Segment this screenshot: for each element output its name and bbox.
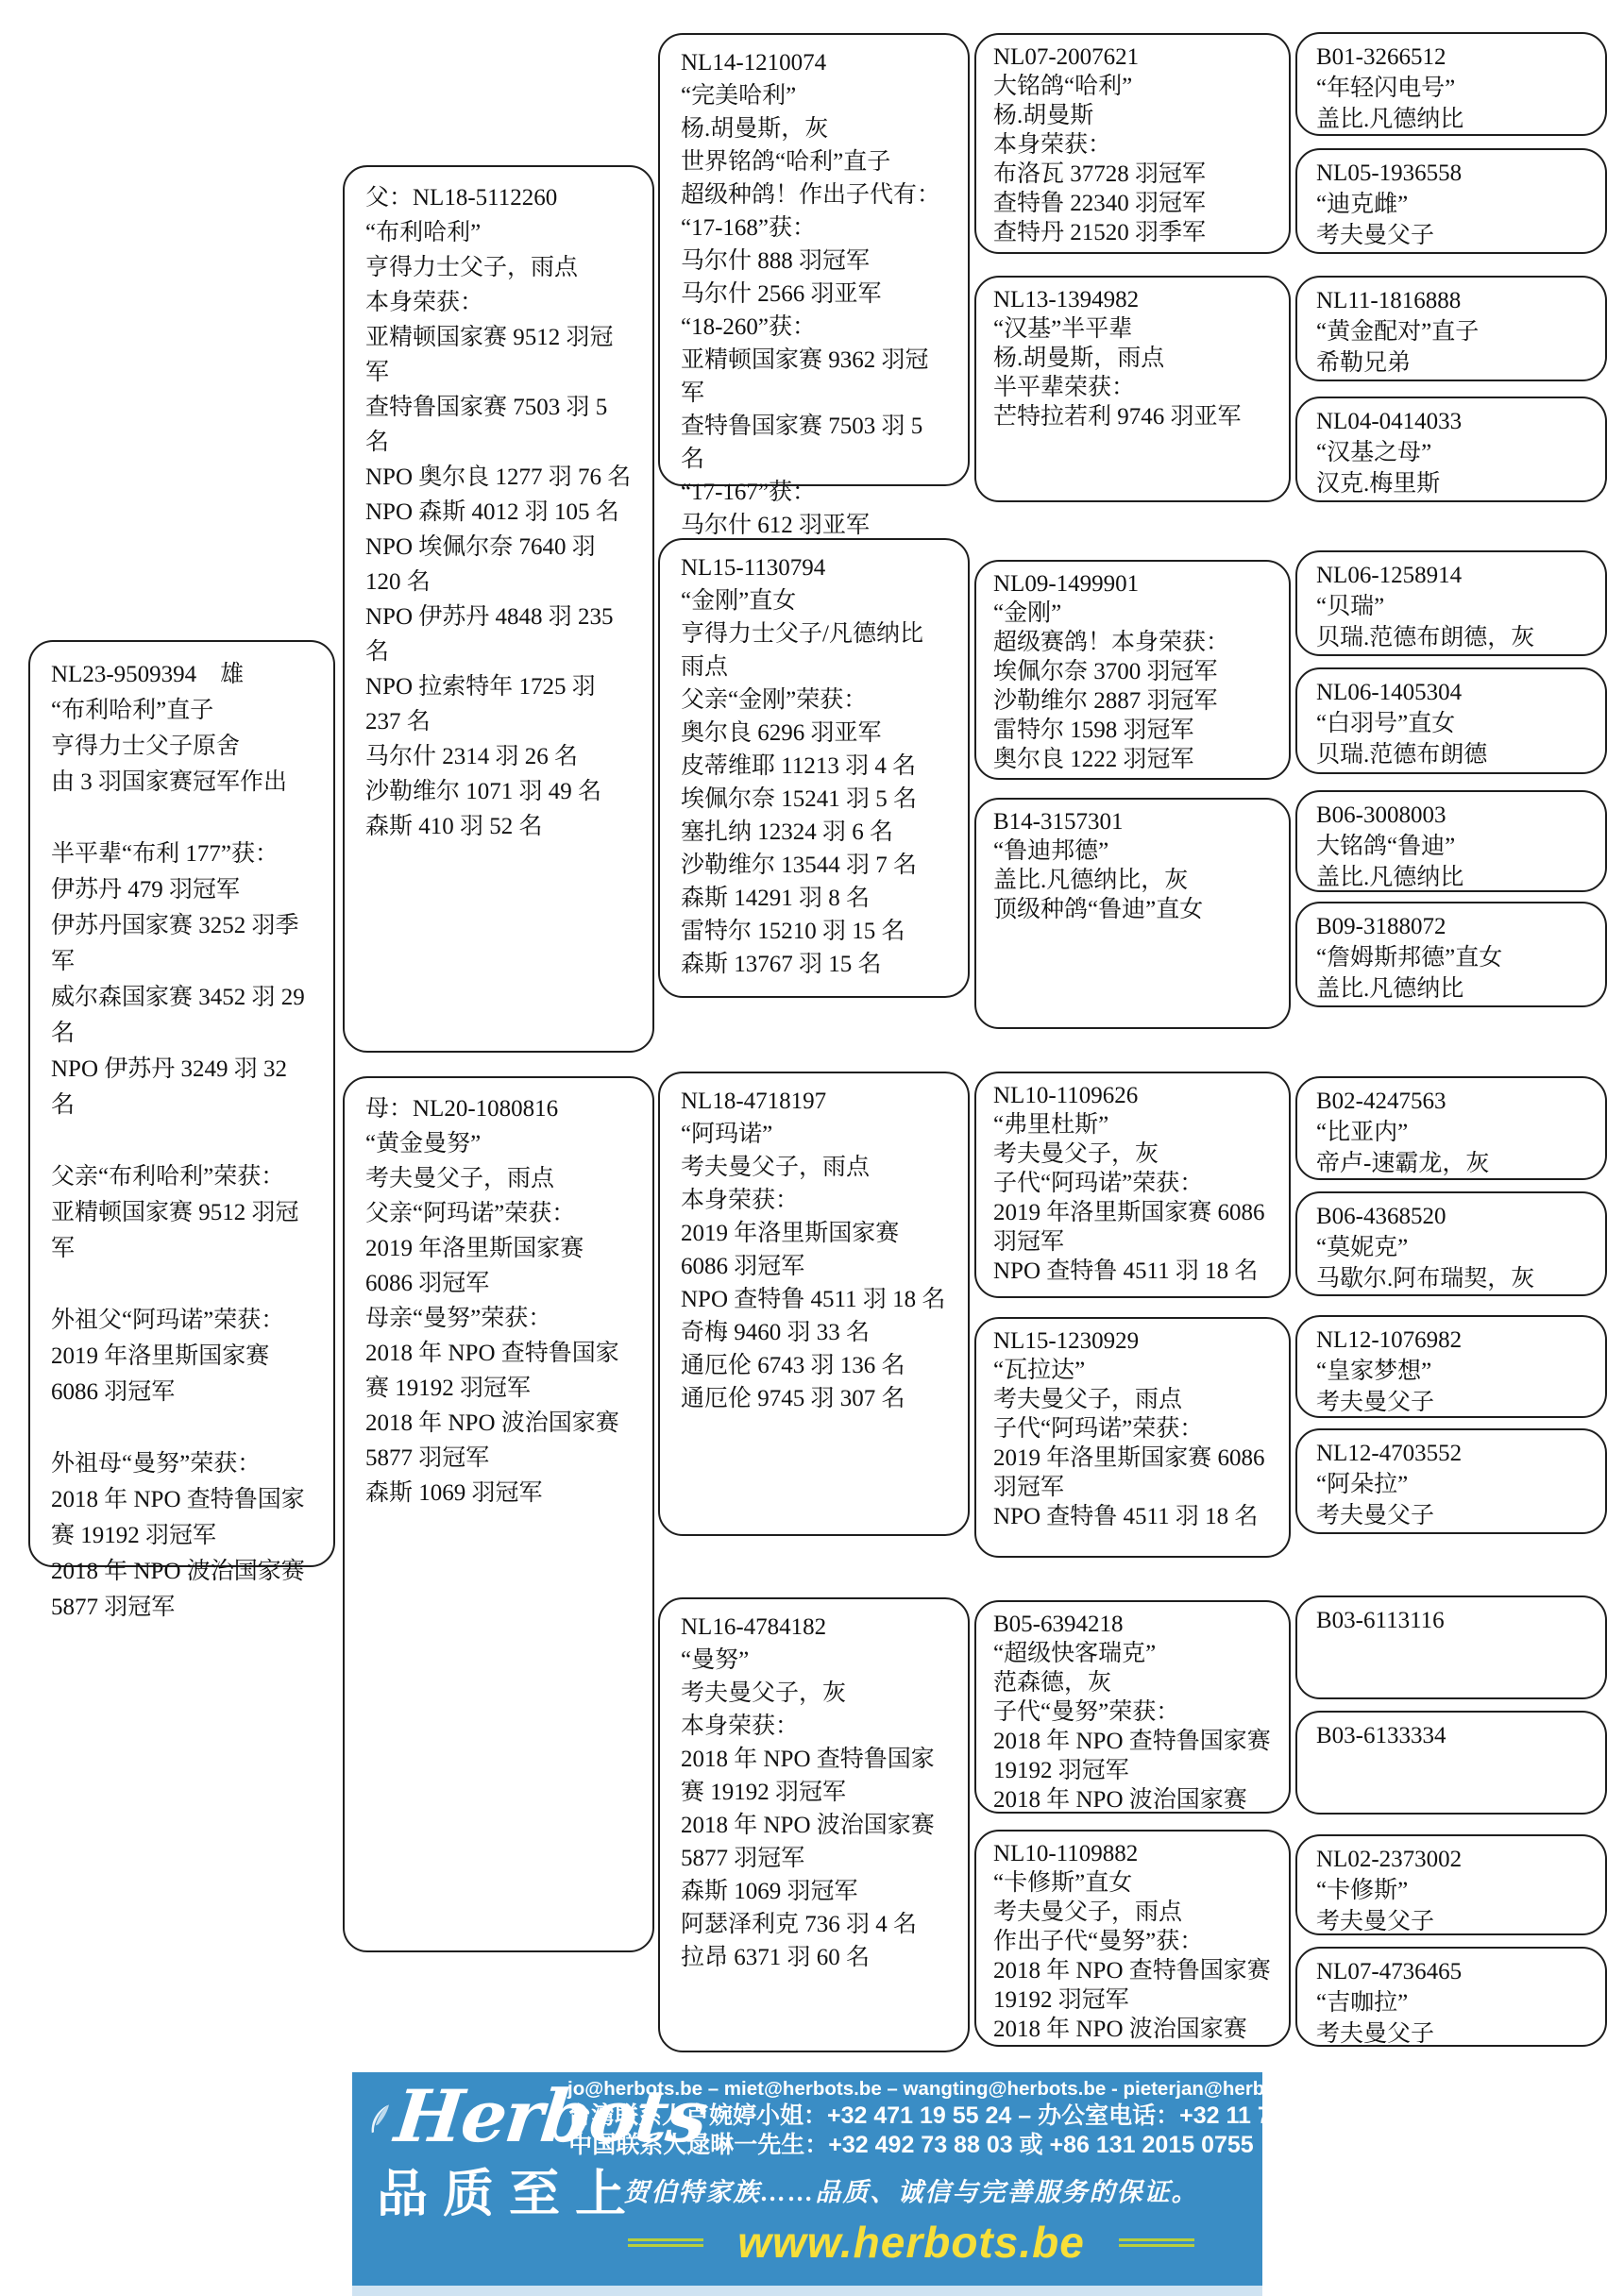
box-mother	[343, 1076, 654, 1952]
pedigree-line: “鲁迪邦德”	[993, 838, 1109, 864]
pedigree-line	[51, 801, 313, 836]
pedigree-line: “超级快客瑞克”	[993, 1641, 1157, 1666]
box-greatgrandparent-7	[974, 1600, 1291, 1814]
pedigree-line: 2019 年洛里斯国家赛 6086 羽冠军	[681, 1221, 900, 1279]
pedigree-line: 超级种鸽！作出子代有：	[681, 182, 941, 208]
box-gen5-3	[1295, 276, 1607, 381]
pedigree-line: 子代“阿玛诺”荣获：	[993, 1416, 1204, 1442]
pedigree-line: “卡修斯”	[1316, 1878, 1409, 1903]
pedigree-line: “17-168”获：	[681, 215, 817, 241]
pedigree-line: 森斯 14291 羽 8 名	[681, 886, 871, 911]
pedigree-line: NL12-4703552	[1316, 1441, 1463, 1466]
pedigree-line: “迪克雌”	[1316, 192, 1409, 217]
box-gen5-11	[1295, 1315, 1607, 1418]
pedigree-line: NL09-1499901	[993, 571, 1140, 597]
pedigree-line: “贝瑞”	[1316, 594, 1385, 619]
pedigree-line: “阿朵拉”	[1316, 1472, 1409, 1497]
pedigree-line: 奥尔良 6296 羽亚军	[681, 720, 882, 746]
contact-block	[567, 2077, 1350, 2267]
pedigree-line: 考夫曼父子	[1316, 223, 1435, 248]
pedigree-line: 2018 年 NPO 波治国家赛	[993, 2017, 1247, 2042]
pedigree-line: 盖比.凡德纳比	[1316, 976, 1464, 1002]
banner-bottom-strip	[352, 2286, 1262, 2296]
website-row	[567, 2219, 1255, 2266]
box-gen5-12	[1295, 1428, 1607, 1534]
box-grandparent-2	[658, 538, 970, 998]
pedigree-line: B06-4368520	[1316, 1204, 1446, 1229]
box-father	[343, 165, 654, 1053]
pedigree-line: 皮蒂维耶 11213 羽 4 名	[681, 753, 917, 779]
pedigree-line: 帝卢-速霸龙，灰	[1316, 1151, 1490, 1176]
pedigree-line: 本身荣获：	[681, 1714, 800, 1739]
pedigree-line: “17-167”获：	[681, 480, 817, 505]
pedigree-line: NL02-2373002	[1316, 1847, 1463, 1872]
pedigree-line: 贝瑞.范德布朗德	[1316, 742, 1488, 768]
pedigree-line: 外祖父“阿玛诺”荣获：	[51, 1308, 285, 1333]
pedigree-line: NL10-1109626	[993, 1083, 1139, 1108]
pedigree-line: 马尔什 612 羽亚军	[681, 513, 871, 538]
pedigree-line: 马尔什 888 羽冠军	[681, 248, 871, 274]
pedigree-line: 半平辈荣获：	[993, 375, 1136, 400]
pedigree-line: 大铭鸽“哈利”	[993, 74, 1133, 99]
pedigree-line: 希勒兄弟	[1316, 350, 1412, 376]
pedigree-line: 2018 年 NPO 查特鲁国家赛 19192 羽冠军	[993, 1729, 1271, 1783]
pedigree-line: NL05-1936558	[1316, 160, 1463, 186]
pedigree-line: 埃佩尔奈 15241 羽 5 名	[681, 786, 918, 812]
pedigree-line: B02-4247563	[1316, 1089, 1446, 1114]
pedigree-line: 世界铭鸽“哈利”直子	[681, 149, 891, 175]
pedigree-line: 查特鲁国家赛 7503 羽 5 名	[681, 414, 923, 472]
pedigree-line: NL15-1130794	[681, 555, 826, 581]
box-grandparent-3	[658, 1072, 970, 1536]
pedigree-line: 父亲“阿玛诺”荣获：	[365, 1201, 576, 1226]
pedigree-line: 大铭鸽“鲁迪”	[1316, 834, 1456, 859]
pedigree-line: 沙勒维尔 2887 羽冠军	[993, 688, 1218, 714]
brand-slogan: 品质至上	[377, 2166, 641, 2222]
pedigree-line: 雨点	[681, 654, 729, 680]
pedigree-line: NL16-4784182	[681, 1614, 827, 1640]
pedigree-line: 贝瑞.范德布朗德，灰	[1316, 625, 1535, 650]
pedigree-line: 亚精顿国家赛 9512 羽冠军	[51, 1200, 299, 1261]
pedigree-line: 父亲“金刚”荣获：	[681, 687, 868, 713]
pedigree-line: 杨.胡曼斯，雨点	[993, 346, 1165, 371]
pedigree-line: B09-3188072	[1316, 914, 1446, 939]
pedigree-line: NL11-1816888	[1316, 288, 1462, 313]
pedigree-line: NPO 奥尔良 1277 羽 76 名	[365, 464, 632, 490]
pedigree-line: 亚精顿国家赛 9362 羽冠军	[681, 347, 929, 406]
pedigree-line: NPO 查特鲁 4511 羽 18 名	[681, 1287, 946, 1312]
box-gen5-7	[1295, 790, 1607, 892]
pedigree-line: 奥尔良 1222 羽冠军	[993, 747, 1194, 772]
pedigree-line: 2018 年 NPO 波治国家赛	[993, 1787, 1247, 1813]
box-greatgrandparent-1	[974, 33, 1291, 254]
pedigree-line: 沙勒维尔 13544 羽 7 名	[681, 853, 918, 878]
divider-lines-right	[1119, 2238, 1194, 2247]
pedigree-line: 2018 年 NPO 波治国家赛 5877 羽冠军	[51, 1559, 305, 1620]
footer-banner	[352, 2072, 1350, 2286]
pedigree-line: 查特鲁国家赛 7503 羽 5 名	[365, 395, 608, 455]
pedigree-line: 伊苏丹国家赛 3252 羽季军	[51, 913, 299, 974]
pedigree-line	[51, 1123, 313, 1159]
pedigree-line: “黄金曼努”	[365, 1131, 482, 1156]
box-gen5-10	[1295, 1191, 1607, 1296]
pedigree-line: “布利哈利”直子	[51, 698, 214, 723]
pedigree-line: “詹姆斯邦德”直女	[1316, 945, 1503, 971]
pedigree-line: NL06-1405304	[1316, 680, 1463, 705]
box-greatgrandparent-5	[974, 1072, 1291, 1298]
pedigree-line: 考夫曼父子，雨点	[365, 1166, 555, 1191]
contact-taiwan: 台湾联系人卢婉婷小姐：+32 471 19 55 24 – 办公室电话：+32 11 78 91 90	[567, 2102, 1350, 2129]
pedigree-line: B05-6394218	[993, 1612, 1124, 1637]
pedigree-line: 亨得力士父子/凡德纳比	[681, 621, 923, 647]
pedigree-line: “皇家梦想”	[1316, 1359, 1432, 1384]
pedigree-line: 布洛瓦 37728 羽冠军	[993, 161, 1207, 187]
pedigree-line: 2018 年 NPO 查特鲁国家赛 19192 羽冠军	[681, 1747, 935, 1805]
pedigree-line: 埃佩尔奈 3700 羽冠军	[993, 659, 1218, 684]
box-grandparent-1	[658, 33, 970, 538]
pedigree-line: 森斯 410 羽 52 名	[365, 814, 543, 839]
pedigree-line: 半平辈“布利 177”获：	[51, 841, 279, 867]
pedigree-line: B03-6113116	[1316, 1608, 1445, 1633]
pedigree-line: 考夫曼父子，灰	[681, 1680, 847, 1706]
pedigree-line: “白羽号”直女	[1316, 711, 1456, 736]
pedigree-line: NL13-1394982	[993, 287, 1140, 312]
pedigree-line: 森斯 1069 羽冠军	[681, 1879, 858, 1904]
brand-logo: Herbots	[391, 2074, 710, 2158]
pedigree-line: 考夫曼父子，雨点	[681, 1155, 871, 1180]
pedigree-line: 杨.胡曼斯，灰	[681, 116, 829, 142]
pedigree-line: “布利哈利”	[365, 220, 482, 245]
box-gen5-4	[1295, 397, 1607, 502]
pedigree-line: 亨得力士父子原舍	[51, 734, 241, 759]
box-gen5-15	[1295, 1834, 1607, 1935]
pedigree-line: “莫妮克”	[1316, 1235, 1409, 1260]
pedigree-line: “瓦拉达”	[993, 1358, 1086, 1383]
pedigree-line: 本身荣获：	[993, 132, 1112, 158]
pedigree-line: 考夫曼父子，灰	[993, 1141, 1159, 1167]
pedigree-line: “年轻闪电号”	[1316, 76, 1456, 101]
pedigree-line: NL04-0414033	[1316, 409, 1463, 434]
pedigree-line: 超级赛鸽！本身荣获：	[993, 630, 1230, 655]
pedigree-line: 亚精顿国家赛 9512 羽冠军	[365, 325, 614, 385]
contact-china: 中国联系人逯晽一先生：+32 492 73 88 03 或 +86 131 2015 0755	[568, 2132, 1254, 2158]
pedigree-line: 盖比.凡德纳比，灰	[993, 868, 1189, 893]
pedigree-line: NL14-1210074	[681, 50, 827, 76]
pedigree-line: 考夫曼父子	[1316, 1503, 1435, 1528]
pedigree-line: 由 3 羽国家赛冠军作出	[51, 769, 288, 795]
pedigree-line: 威尔森国家赛 3452 羽 29 名	[51, 985, 305, 1046]
box-gen5-1	[1295, 32, 1607, 136]
pedigree-line: “汉基之母”	[1316, 440, 1432, 465]
pedigree-line: 2019 年洛里斯国家赛 6086 羽冠军	[51, 1343, 270, 1405]
pedigree-line: 马歇尔.阿布瑞契，灰	[1316, 1266, 1535, 1292]
pedigree-line: B03-6133334	[1316, 1723, 1446, 1748]
pedigree-line	[51, 1410, 313, 1446]
pedigree-line: 芒特拉若利 9746 羽亚军	[993, 404, 1242, 430]
pedigree-line: 伊苏丹 479 羽冠军	[51, 877, 241, 903]
pedigree-line: “曼努”	[681, 1647, 750, 1673]
pedigree-line: NL07-4736465	[1316, 1959, 1463, 1984]
pedigree-line: 雷特尔 15210 羽 15 名	[681, 919, 905, 944]
box-gen5-8	[1295, 902, 1607, 1007]
pedigree-line: B14-3157301	[993, 809, 1124, 835]
box-grandparent-4	[658, 1597, 970, 2052]
pedigree-line: 拉昂 6371 羽 60 名	[681, 1945, 871, 1970]
feather-icon	[365, 2089, 396, 2150]
pedigree-line: 考夫曼父子	[1316, 1390, 1435, 1415]
pedigree-line: 父：NL18-5112260	[365, 185, 558, 211]
pedigree-line: 汉克.梅里斯	[1316, 471, 1441, 497]
footer-tagline: 贺伯特家族……品质、诚信与完善服务的保证。	[623, 2178, 1199, 2206]
pedigree-line: NPO 伊苏丹 4848 羽 235 名	[365, 604, 614, 665]
pedigree-line: “金刚”直女	[681, 588, 797, 614]
box-subject	[28, 640, 335, 1620]
pedigree-line: NPO 埃佩尔奈 7640 羽 120 名	[365, 534, 596, 595]
pedigree-line: 2018 年 NPO 查特鲁国家赛 19192 羽冠军	[365, 1341, 619, 1401]
pedigree-line: 本身荣获：	[681, 1188, 800, 1213]
pedigree-line: “卡修斯”直女	[993, 1870, 1133, 1896]
pedigree-line: NL07-2007621	[993, 44, 1140, 70]
pedigree-line: B06-3008003	[1316, 802, 1446, 828]
pedigree-line: 奇梅 9460 羽 33 名	[681, 1320, 871, 1345]
pedigree-line: 2018 年 NPO 波治国家赛 5877 羽冠军	[681, 1813, 935, 1871]
pedigree-line: NPO 伊苏丹 3249 羽 32 名	[51, 1056, 288, 1118]
box-gen5-5	[1295, 550, 1607, 656]
box-greatgrandparent-3	[974, 560, 1291, 780]
pedigree-line: NL15-1230929	[993, 1328, 1140, 1354]
box-gen5-13	[1295, 1595, 1607, 1699]
pedigree-line: “阿玛诺”	[681, 1122, 773, 1147]
pedigree-line: 查特鲁 22340 羽冠军	[993, 191, 1207, 216]
pedigree-line: 顶级种鸽“鲁迪”直女	[993, 897, 1204, 922]
pedigree-line: 考夫曼父子，雨点	[993, 1899, 1183, 1925]
pedigree-line: 森斯 1069 羽冠军	[365, 1480, 543, 1506]
pedigree-line: 2019 年洛里斯国家赛 6086 羽冠军	[365, 1236, 584, 1296]
pedigree-line: 沙勒维尔 1071 羽 49 名	[365, 779, 602, 804]
divider-lines-left	[628, 2238, 703, 2247]
pedigree-line: “吉咖拉”	[1316, 1990, 1409, 2016]
pedigree-line: 考夫曼父子	[1316, 1909, 1435, 1934]
pedigree-line: 查特丹 21520 羽季军	[993, 220, 1207, 245]
pedigree-line: 亨得力士父子，雨点	[365, 255, 579, 280]
pedigree-line: “金刚”	[993, 600, 1062, 626]
pedigree-line: 通厄伦 9745 羽 307 名	[681, 1386, 905, 1411]
pedigree-line: 森斯 13767 羽 15 名	[681, 952, 882, 977]
pedigree-line: 外祖母“曼努”荣获：	[51, 1451, 262, 1477]
box-gen5-9	[1295, 1076, 1607, 1180]
pedigree-line: 父亲“布利哈利”荣获：	[51, 1164, 285, 1190]
pedigree-line: 马尔什 2314 羽 26 名	[365, 744, 579, 769]
box-greatgrandparent-4	[974, 798, 1291, 1029]
pedigree-line: 母：NL20-1080816	[365, 1096, 559, 1122]
pedigree-line: NL06-1258914	[1316, 563, 1463, 588]
pedigree-line: 本身荣获：	[365, 290, 484, 315]
pedigree-line: “完美哈利”	[681, 83, 797, 109]
pedigree-line: NL23-9509394 雄	[51, 662, 245, 687]
pedigree-line: 子代“阿玛诺”荣获：	[993, 1171, 1204, 1196]
box-gen5-6	[1295, 667, 1607, 774]
pedigree-line: NL18-4718197	[681, 1089, 827, 1114]
website-url: www.herbots.be	[737, 2218, 1085, 2267]
pedigree-line: 2018 年 NPO 查特鲁国家赛 19192 羽冠军	[51, 1487, 305, 1548]
pedigree-line: B01-3266512	[1316, 44, 1446, 70]
pedigree-line: 2019 年洛里斯国家赛 6086 羽冠军	[993, 1200, 1265, 1255]
pedigree-line: 母亲“曼努”荣获：	[365, 1306, 552, 1331]
box-gen5-14	[1295, 1711, 1607, 1815]
box-gen5-16	[1295, 1947, 1607, 2047]
pedigree-line: 阿瑟泽利克 736 羽 4 名	[681, 1912, 918, 1937]
pedigree-line: “比亚内”	[1316, 1120, 1409, 1145]
pedigree-line: 2018 年 NPO 查特鲁国家赛 19192 羽冠军	[993, 1958, 1271, 2013]
pedigree-line: 考夫曼父子	[1316, 2021, 1435, 2047]
pedigree-line	[51, 1267, 313, 1303]
pedigree-line: NPO 拉索特年 1725 羽 237 名	[365, 674, 596, 734]
pedigree-line: 杨.胡曼斯	[993, 103, 1094, 128]
pedigree-line: 2018 年 NPO 波治国家赛 5877 羽冠军	[365, 1410, 619, 1471]
pedigree-line: 马尔什 2566 羽亚军	[681, 281, 882, 307]
box-greatgrandparent-2	[974, 276, 1291, 502]
box-gen5-2	[1295, 148, 1607, 254]
pedigree-line: 盖比.凡德纳比	[1316, 107, 1464, 132]
pedigree-line: 考夫曼父子，雨点	[993, 1387, 1183, 1412]
pedigree-line: 雷特尔 1598 羽冠军	[993, 718, 1194, 743]
pedigree-line: “黄金配对”直子	[1316, 319, 1480, 345]
pedigree-line: “弗里杜斯”	[993, 1112, 1109, 1138]
pedigree-line: NPO 查特鲁 4511 羽 18 名	[993, 1504, 1259, 1529]
contact-emails: jo@herbots.be – miet@herbots.be – wangting@herbots.be - pieterjan@herbots.be	[567, 2078, 1322, 2100]
pedigree-line: 盖比.凡德纳比	[1316, 865, 1464, 890]
pedigree-line: NPO 查特鲁 4511 羽 18 名	[993, 1258, 1259, 1284]
pedigree-line: “汉基”半平辈	[993, 316, 1133, 342]
box-greatgrandparent-6	[974, 1317, 1291, 1558]
pedigree-line: 塞扎纳 12324 羽 6 名	[681, 819, 894, 845]
pedigree-line: 2019 年洛里斯国家赛 6086 羽冠军	[993, 1445, 1265, 1500]
pedigree-line: NL10-1109882	[993, 1841, 1139, 1866]
pedigree-line: 子代“曼努”荣获：	[993, 1699, 1180, 1725]
pedigree-line: 范森德，灰	[993, 1670, 1112, 1696]
pedigree-line: 作出子代“曼努”获：	[993, 1929, 1204, 1954]
pedigree-line: NPO 森斯 4012 羽 105 名	[365, 499, 619, 525]
pedigree-line: “18-260”获：	[681, 314, 817, 340]
box-greatgrandparent-8	[974, 1830, 1291, 2047]
pedigree-line: NL12-1076982	[1316, 1327, 1463, 1353]
pedigree-line: 通厄伦 6743 羽 136 名	[681, 1353, 905, 1378]
